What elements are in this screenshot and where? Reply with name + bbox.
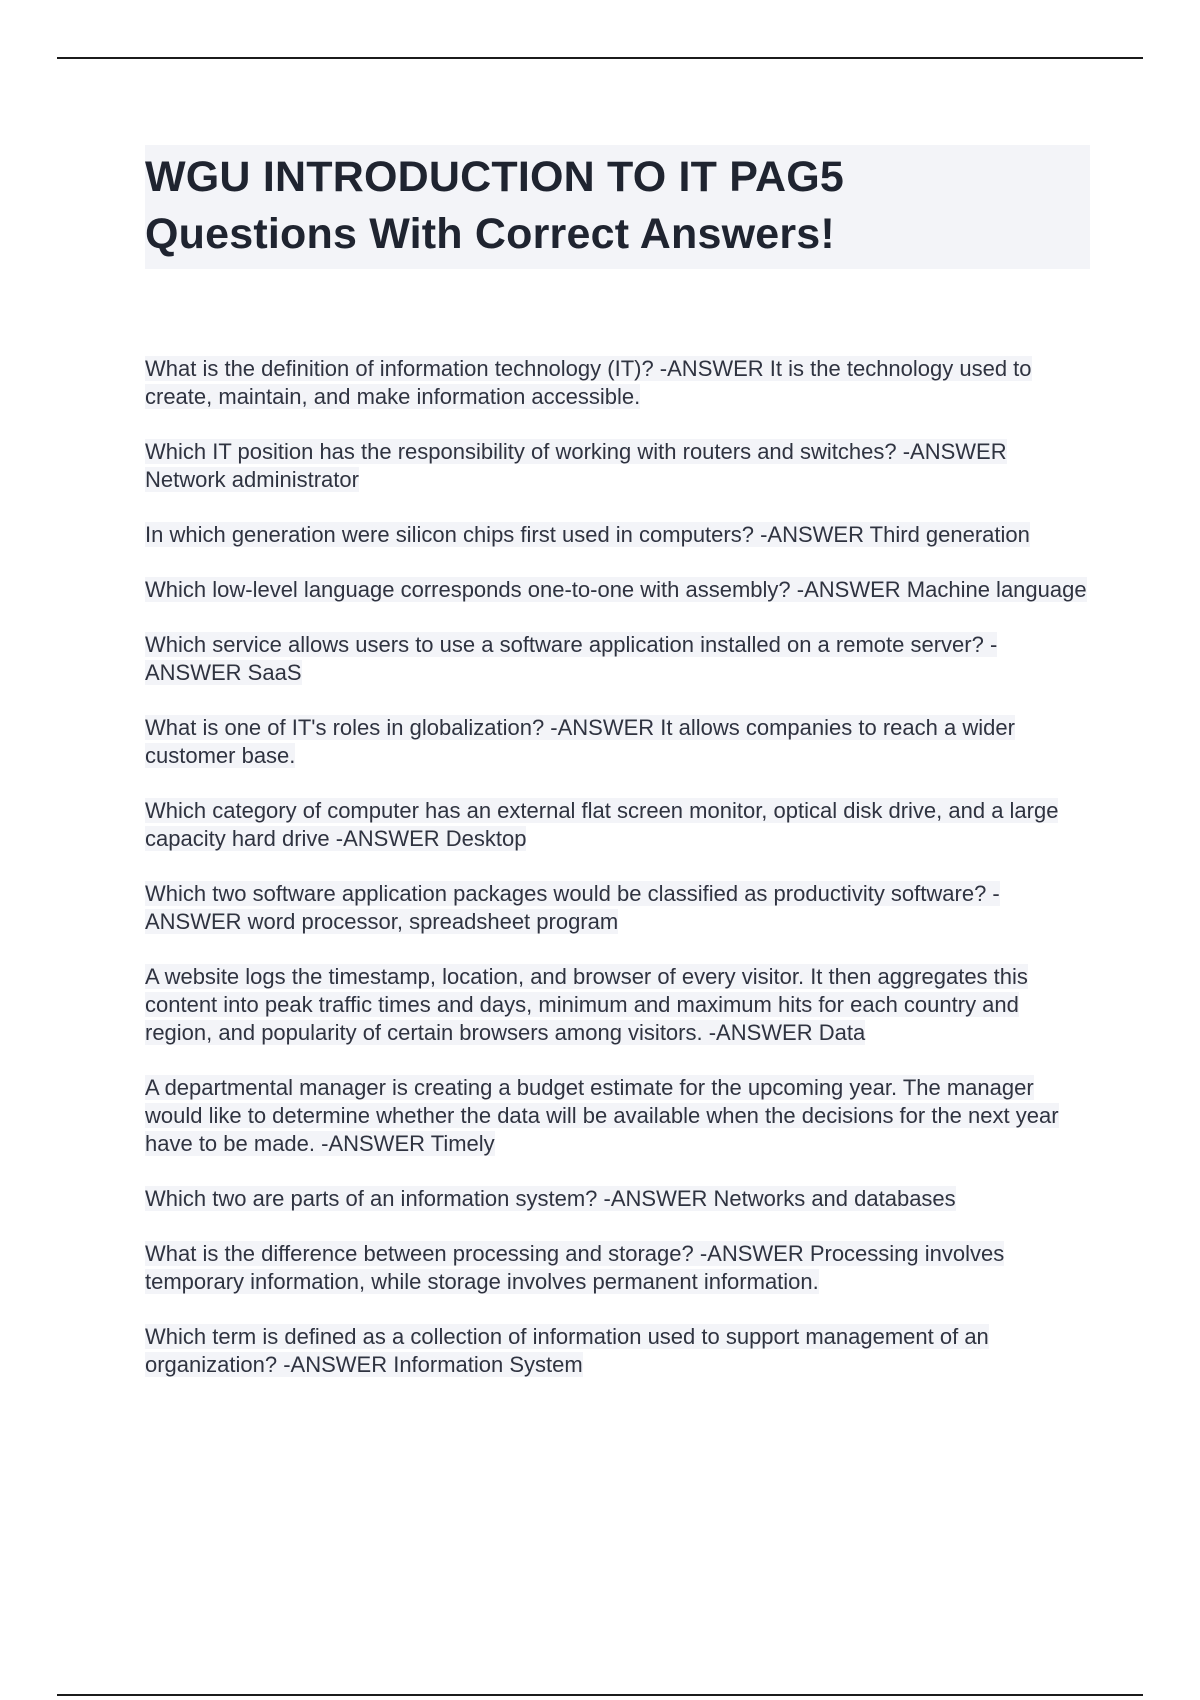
qa-item	[145, 1185, 1090, 1213]
qa-item	[145, 963, 1090, 1047]
qa-item	[145, 1323, 1090, 1379]
qa-item	[145, 521, 1090, 549]
qa-item	[145, 714, 1090, 770]
qa-item	[145, 631, 1090, 687]
qa-text: Which low-level language corresponds one-to-one with assembly? -ANSWER Machine language	[145, 577, 1087, 602]
qa-text: What is the definition of information technology (IT)? -ANSWER It is the technology used to create, maintain, and make information accessible.	[145, 356, 1032, 409]
qa-item	[145, 576, 1090, 604]
title-line-1: WGU INTRODUCTION TO IT PAG5	[145, 153, 844, 201]
qa-text: Which two software application packages would be classified as productivity software? -ANSWER word processor, spreadsheet program	[145, 881, 1000, 934]
qa-item	[145, 797, 1090, 853]
document-body	[145, 145, 1090, 1406]
document-title	[145, 145, 1090, 269]
qa-text: What is one of IT's roles in globalization? -ANSWER It allows companies to reach a wider customer base.	[145, 715, 1015, 768]
qa-item	[145, 1240, 1090, 1296]
qa-text: What is the difference between processing and storage? -ANSWER Processing involves temporary information, while storage involves permanent information.	[145, 1241, 1005, 1294]
bottom-rule	[57, 1694, 1143, 1696]
qa-text: In which generation were silicon chips first used in computers? -ANSWER Third generation	[145, 522, 1030, 547]
qa-item	[145, 355, 1090, 411]
qa-item	[145, 438, 1090, 494]
top-rule	[57, 57, 1143, 59]
qa-text: Which two are parts of an information system? -ANSWER Networks and databases	[145, 1186, 956, 1211]
qa-item	[145, 880, 1090, 936]
qa-text: Which term is defined as a collection of information used to support management of an organization? -ANSWER Information System	[145, 1324, 989, 1377]
qa-text: Which IT position has the responsibility of working with routers and switches? -ANSWER Network administrator	[145, 439, 1007, 492]
qa-item	[145, 1074, 1090, 1158]
qa-text: Which category of computer has an external flat screen monitor, optical disk drive, and a large capacity hard drive -ANSWER Desktop	[145, 798, 1059, 851]
qa-list	[145, 355, 1090, 1379]
qa-text: Which service allows users to use a software application installed on a remote server? -ANSWER SaaS	[145, 632, 998, 685]
title-line-2: Questions With Correct Answers!	[145, 210, 835, 258]
qa-text: A website logs the timestamp, location, and browser of every visitor. It then aggregates this content into peak traffic times and days, minimum and maximum hits for each country and region, and popularity of certain browsers among visitors. -ANSWER Data	[145, 964, 1028, 1045]
qa-text: A departmental manager is creating a budget estimate for the upcoming year. The manager would like to determine whether the data will be available when the decisions for the next year have to be made. -ANSWER Timely	[145, 1075, 1059, 1156]
